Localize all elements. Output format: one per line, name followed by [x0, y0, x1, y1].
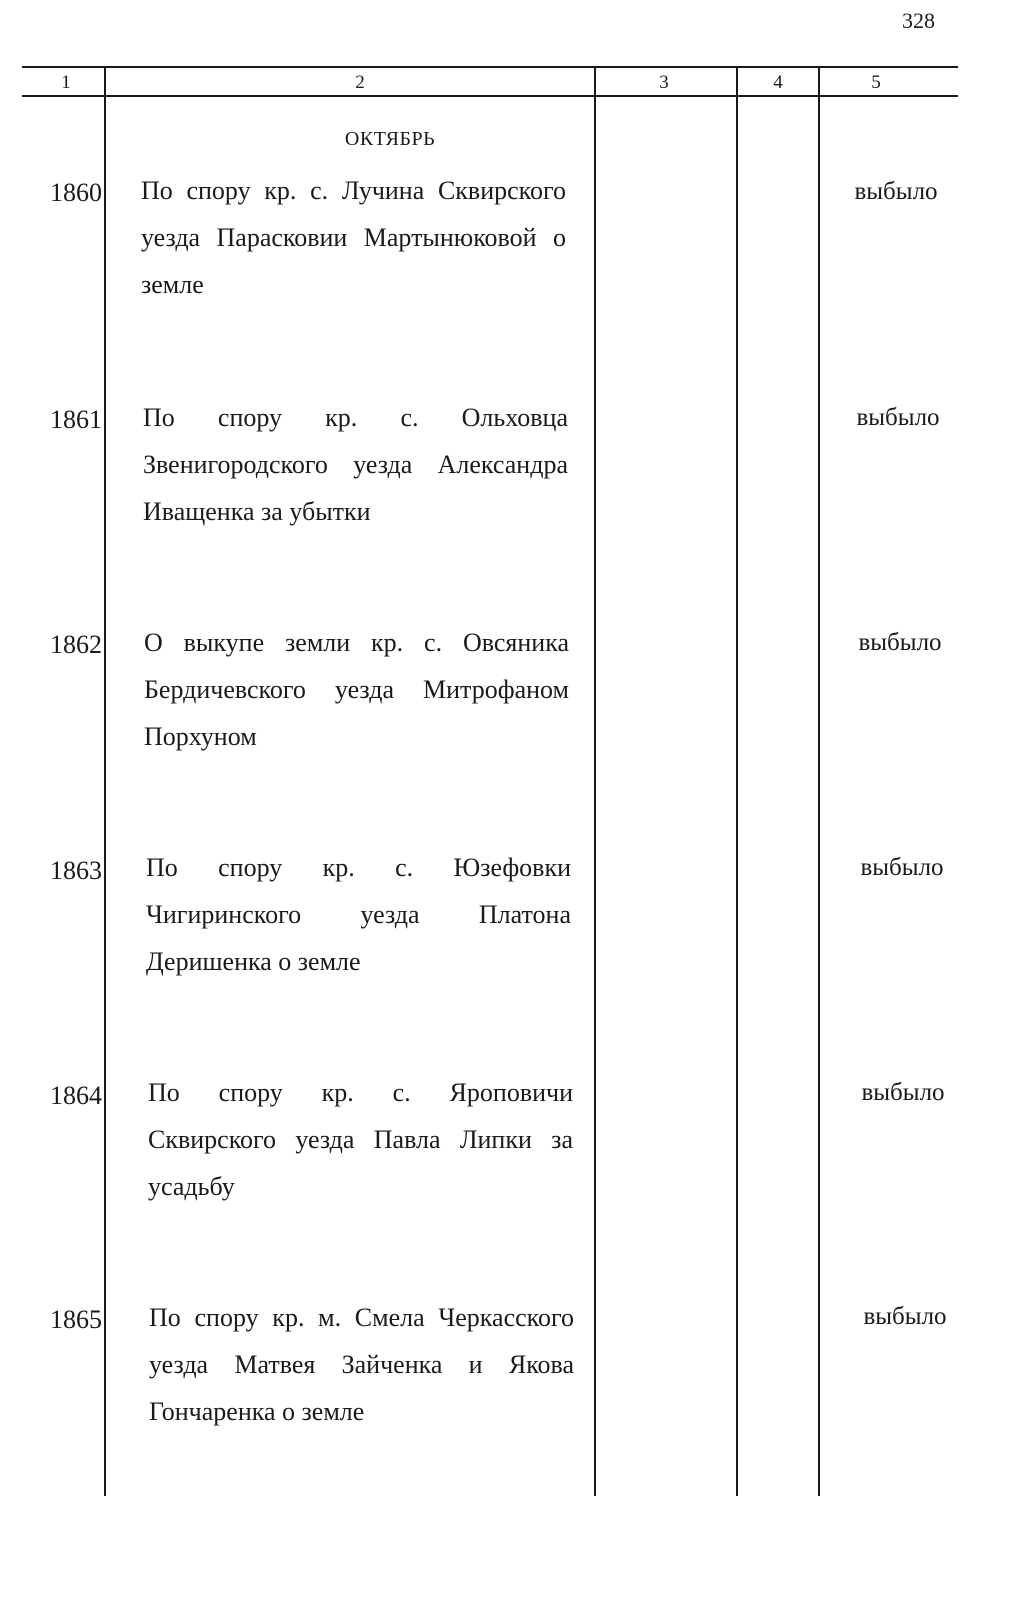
entry-status: выбыло — [858, 629, 942, 656]
column-header-1: 1 — [61, 72, 71, 93]
column-rule-2 — [594, 66, 596, 1496]
month-heading: ОКТЯБРЬ — [344, 128, 436, 150]
entry-number: 1865 — [50, 1305, 102, 1334]
entry-status: выбыло — [854, 178, 938, 205]
entry-description: По спору кр. с. Ольховца Звенигородского уезда Александра Иващенка за убытки — [143, 403, 568, 526]
page-number: 328 — [902, 8, 935, 33]
entry-description: По спору кр. с. Яроповичи Сквирского уезда Павла Липки за усадьбу — [148, 1078, 573, 1201]
entry-description: По спору кр. с. Юзефовки Чигиринского уезда Платона Деришенка о земле — [146, 853, 571, 976]
column-header-3: 3 — [659, 72, 669, 93]
entry-status: выбыло — [863, 1303, 947, 1330]
entry-number: 1864 — [50, 1081, 102, 1110]
entry-description: По спору кр. с. Лучина Сквирского уезда Парасковии Мартынюковой о земле — [141, 176, 566, 299]
column-header-4: 4 — [773, 72, 783, 93]
entry-status: выбыло — [856, 404, 940, 431]
column-rule-4 — [818, 66, 820, 1496]
column-rule-1 — [104, 66, 106, 1496]
entry-number: 1863 — [50, 856, 102, 885]
entry-number: 1862 — [50, 630, 102, 659]
entry-status: выбыло — [861, 1079, 945, 1106]
entry-number: 1860 — [50, 178, 102, 207]
entry-number: 1861 — [50, 405, 102, 434]
column-rule-3 — [736, 66, 738, 1496]
entry-description: По спору кр. м. Смела Черкасского уезда Матвея Зайченка и Якова Гончаренка о земле — [149, 1303, 574, 1426]
column-header-5: 5 — [871, 72, 881, 93]
column-header-2: 2 — [355, 72, 365, 93]
entry-status: выбыло — [860, 854, 944, 881]
entry-description: О выкупе земли кр. с. Овсяника Бердичевского уезда Митрофаном Порхуном — [144, 628, 569, 751]
